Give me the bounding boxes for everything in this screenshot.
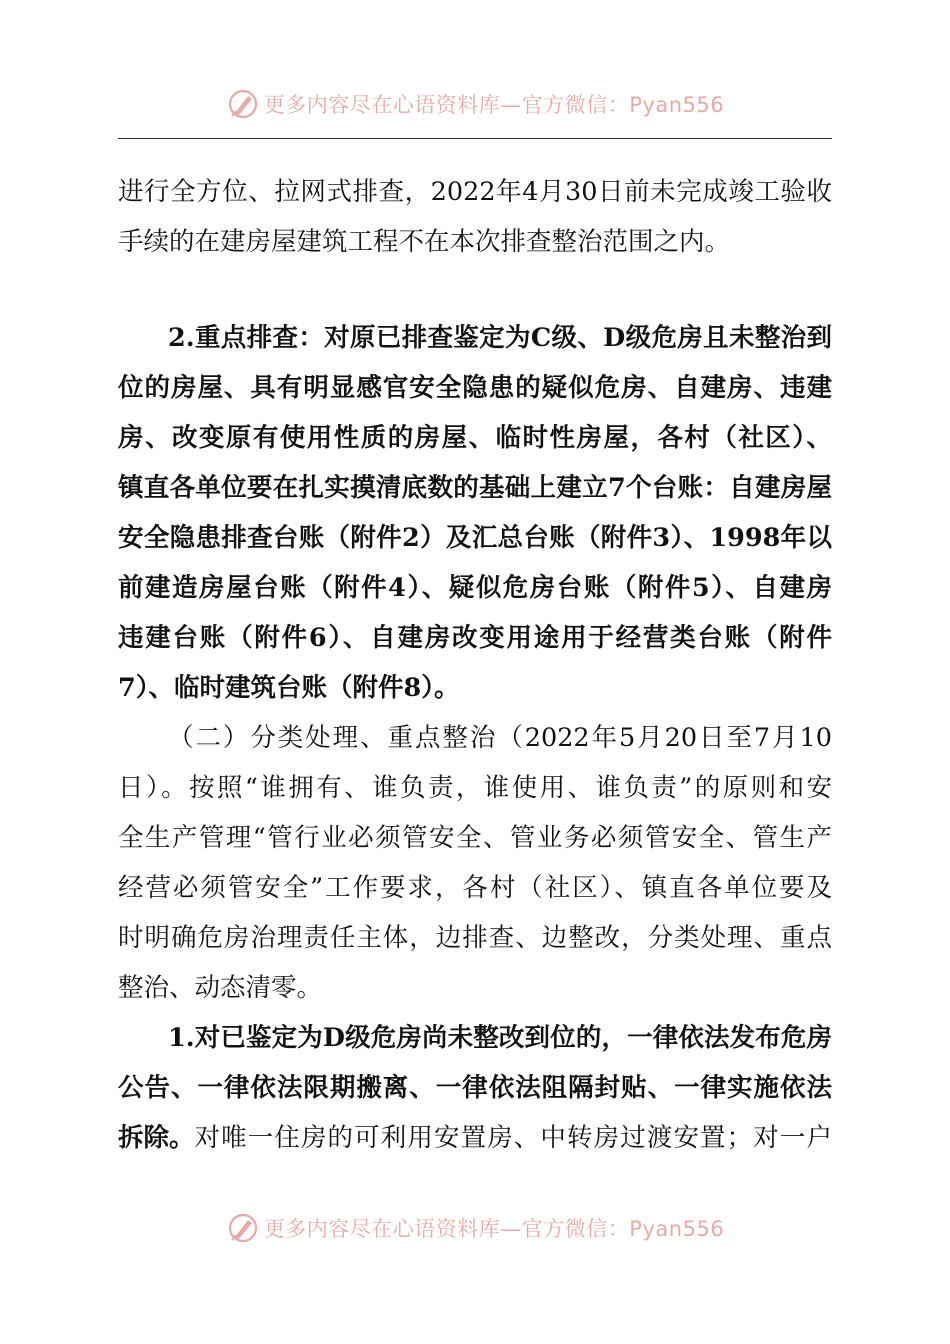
text-line: 公告、一律依法限期搬离、一律依法阻隔封贴、一律实施依法: [118, 1073, 832, 1103]
text-line: 违建台账（附件6）、自建房改变用途用于经营类台账（附件: [118, 623, 832, 653]
text-line: 1.对已鉴定为D级危房尚未整改到位的，一律依法发布危房: [168, 1023, 832, 1053]
text-line: 镇直各单位要在扎实摸清底数的基础上建立7个台账：自建房屋: [118, 473, 832, 503]
text-line: 日）。按照“谁拥有、谁负责，谁使用、谁负责”的原则和安: [118, 773, 832, 803]
text-line: 全生产管理“管行业必须管安全、管业务必须管安全、管生产: [118, 823, 832, 853]
text-segment-bold: 拆除。: [118, 1123, 195, 1153]
watermark-text: 更多内容尽在心语资料库—官方微信：Pyan556: [263, 1217, 725, 1241]
text-line: 位的房屋、具有明显感官安全隐患的疑似危房、自建房、违建: [118, 373, 832, 403]
pen-nib-logo-icon: [226, 1211, 260, 1245]
header-rule: [118, 138, 832, 139]
text-line: 进行全方位、拉网式排查，2022年4月30日前未完成竣工验收: [118, 177, 832, 207]
text-line: （二）分类处理、重点整治（2022年5月20日至7月10: [168, 723, 832, 753]
text-line: 2.重点排查：对原已排查鉴定为C级、D级危房且未整治到: [168, 323, 832, 353]
text-line: 经营必须管安全”工作要求，各村（社区）、镇直各单位要及: [118, 873, 832, 903]
footer-watermark: [0, 1206, 950, 1250]
pen-nib-logo-icon: [226, 87, 260, 121]
text-line: 前建造房屋台账（附件4）、疑似危房台账（附件5）、自建房: [118, 573, 832, 603]
text-line: 整治、动态清零。: [118, 973, 323, 1003]
text-segment: 对唯一住房的可利用安置房、中转房过渡安置；对一户: [194, 1123, 832, 1153]
text-line-mixed: [118, 1122, 832, 1154]
header-watermark: [0, 82, 950, 126]
watermark-text: 更多内容尽在心语资料库—官方微信：Pyan556: [263, 93, 725, 117]
text-line: 时明确危房治理责任主体，边排查、边整改，分类处理、重点: [118, 923, 832, 953]
text-line: 房、改变原有使用性质的房屋、临时性房屋，各村（社区）、: [118, 423, 832, 453]
text-line: 手续的在建房屋建筑工程不在本次排查整治范围之内。: [118, 227, 731, 257]
text-line: 7）、临时建筑台账（附件8）。: [118, 673, 460, 703]
text-line: 安全隐患排查台账（附件2）及汇总台账（附件3）、1998年以: [118, 523, 832, 553]
